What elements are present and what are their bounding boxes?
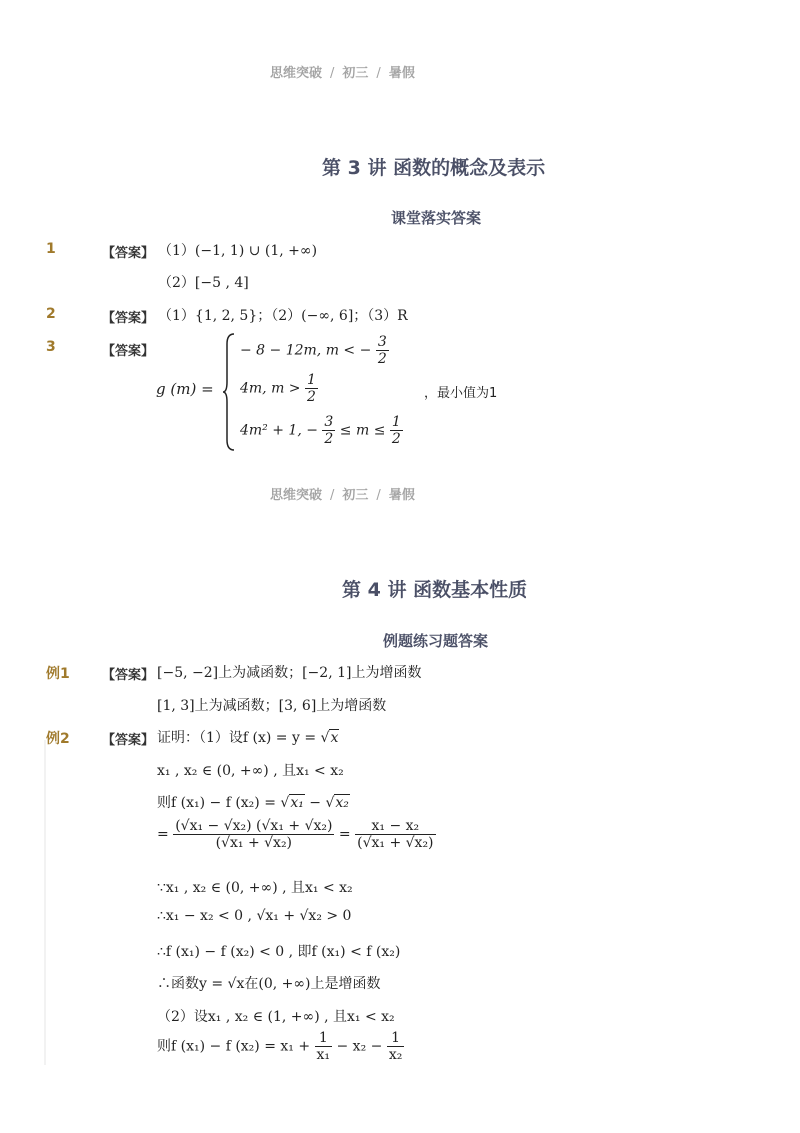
answer-line: （1）{1, 2, 5}；（2）(−∞, 6]；（3）R: [158, 308, 408, 324]
answer-line: [−5, −2]上为减函数；[−2, 1]上为增函数: [157, 665, 422, 681]
header-part-3: 暑假: [388, 488, 415, 503]
proof-line-9: （2）设x₁ , x₂ ∈ (1, +∞) , 且x₁ < x₂: [157, 1009, 395, 1025]
fraction: $\frac{\text{(√x₁ − √x₂) (√x₁ + √x₂)}}{\text{(√x₁ + √x₂)}}$: [175, 818, 333, 852]
header-part-1: 思维突破: [270, 66, 323, 81]
proof-line-3: 则f (x₁) − f (x₂) = √x₁ − √x₂: [157, 795, 349, 811]
header-separator: /: [330, 488, 335, 503]
section-title: 例题练习题答案: [383, 632, 489, 650]
answer-tag: 【答案】: [102, 733, 155, 748]
answer-tag: 【答案】: [102, 311, 155, 326]
proof-line-1: 证明：（1）设f (x) = y = √x: [157, 730, 339, 746]
proof-line-10: 则f (x₁) − f (x₂) = x₁ + $\frac{1}{\text{x₁}}$ − x₂ − $\frac{1}{\text{x₂}}$: [157, 1030, 403, 1064]
square-root: √x₂: [325, 795, 349, 811]
proof-line-5: ∵x₁ , x₂ ∈ (0, +∞) , 且x₁ < x₂: [157, 880, 353, 896]
question-number: 2: [46, 306, 56, 322]
example-side-bar: [44, 740, 46, 1065]
proof-line-2: x₁ , x₂ ∈ (0, +∞) , 且x₁ < x₂: [157, 763, 344, 779]
fraction: $\frac{1}{2}$: [307, 372, 316, 406]
answer-tag: 【答案】: [102, 668, 155, 683]
question-number: 3: [46, 339, 56, 355]
header-separator: /: [376, 66, 381, 81]
header-separator: /: [330, 66, 335, 81]
answer-tag: 【答案】: [102, 246, 155, 261]
fraction: $\frac{1}{\text{x₁}}$: [316, 1030, 331, 1064]
example-number: 例1: [46, 666, 70, 682]
fraction: $\frac{1}{2}$: [391, 414, 401, 448]
answer-line: （1）(−1, 1) ∪ (1, +∞): [158, 243, 318, 259]
left-brace-icon: [222, 332, 236, 452]
answer-line: （2）[−5 , 4]: [158, 275, 249, 291]
header-part-1: 思维突破: [270, 488, 323, 503]
square-root: √x: [320, 730, 339, 746]
piecewise-function-name: g (m) =: [156, 380, 214, 398]
fraction: $\frac{3}{2}$: [324, 414, 334, 448]
question-number: 1: [46, 241, 56, 257]
page-header: [270, 62, 415, 81]
header-separator: /: [376, 488, 381, 503]
proof-line-4: = $\frac{\text{(√x₁ − √x₂) (√x₁ + √x₂)}}{\text{(√x₁ + √x₂)}}$ = $\frac{\text{x₁ − x₂}}{\text{(√x₁ + √x₂)}}$: [157, 818, 434, 852]
minimum-value-note: ，最小值为1: [424, 386, 498, 401]
lecture-title: 第 4 讲 函数基本性质: [342, 579, 528, 601]
answer-tag: 【答案】: [102, 344, 155, 359]
proof-line-7: ∴f (x₁) − f (x₂) < 0 , 即f (x₁) < f (x₂): [157, 944, 401, 960]
piecewise-case-1: − 8 − 12m, m < − $\frac{3}{2}$: [240, 334, 387, 368]
fraction: $\frac{1}{\text{x₂}}$: [388, 1030, 403, 1064]
proof-line-6: ∴x₁ − x₂ < 0 , √x₁ + √x₂ > 0: [157, 908, 352, 924]
lecture-title: 第 3 讲 函数的概念及表示: [322, 157, 546, 179]
fraction: $\frac{3}{2}$: [377, 334, 387, 368]
header-part-2: 初三: [342, 488, 369, 503]
section-title: 课堂落实答案: [391, 209, 482, 227]
header-part-3: 暑假: [388, 66, 415, 81]
answer-line: [1, 3]上为减函数；[3, 6]上为增函数: [157, 698, 387, 714]
header-part-2: 初三: [342, 66, 369, 81]
fraction: $\frac{\text{x₁ − x₂}}{\text{(√x₁ + √x₂)}}$: [357, 818, 434, 852]
proof-line-8: ∴函数y = √x在(0, +∞)上是增函数: [157, 976, 381, 992]
page-header: [270, 484, 415, 503]
example-number: 例2: [46, 731, 70, 747]
piecewise-case-2: 4m, m > $\frac{1}{2}$: [240, 372, 316, 406]
piecewise-case-3: 4m² + 1, − $\frac{3}{2}$ ≤ m ≤ $\frac{1}{2}$: [240, 414, 401, 448]
square-root: √x₁: [280, 795, 304, 811]
